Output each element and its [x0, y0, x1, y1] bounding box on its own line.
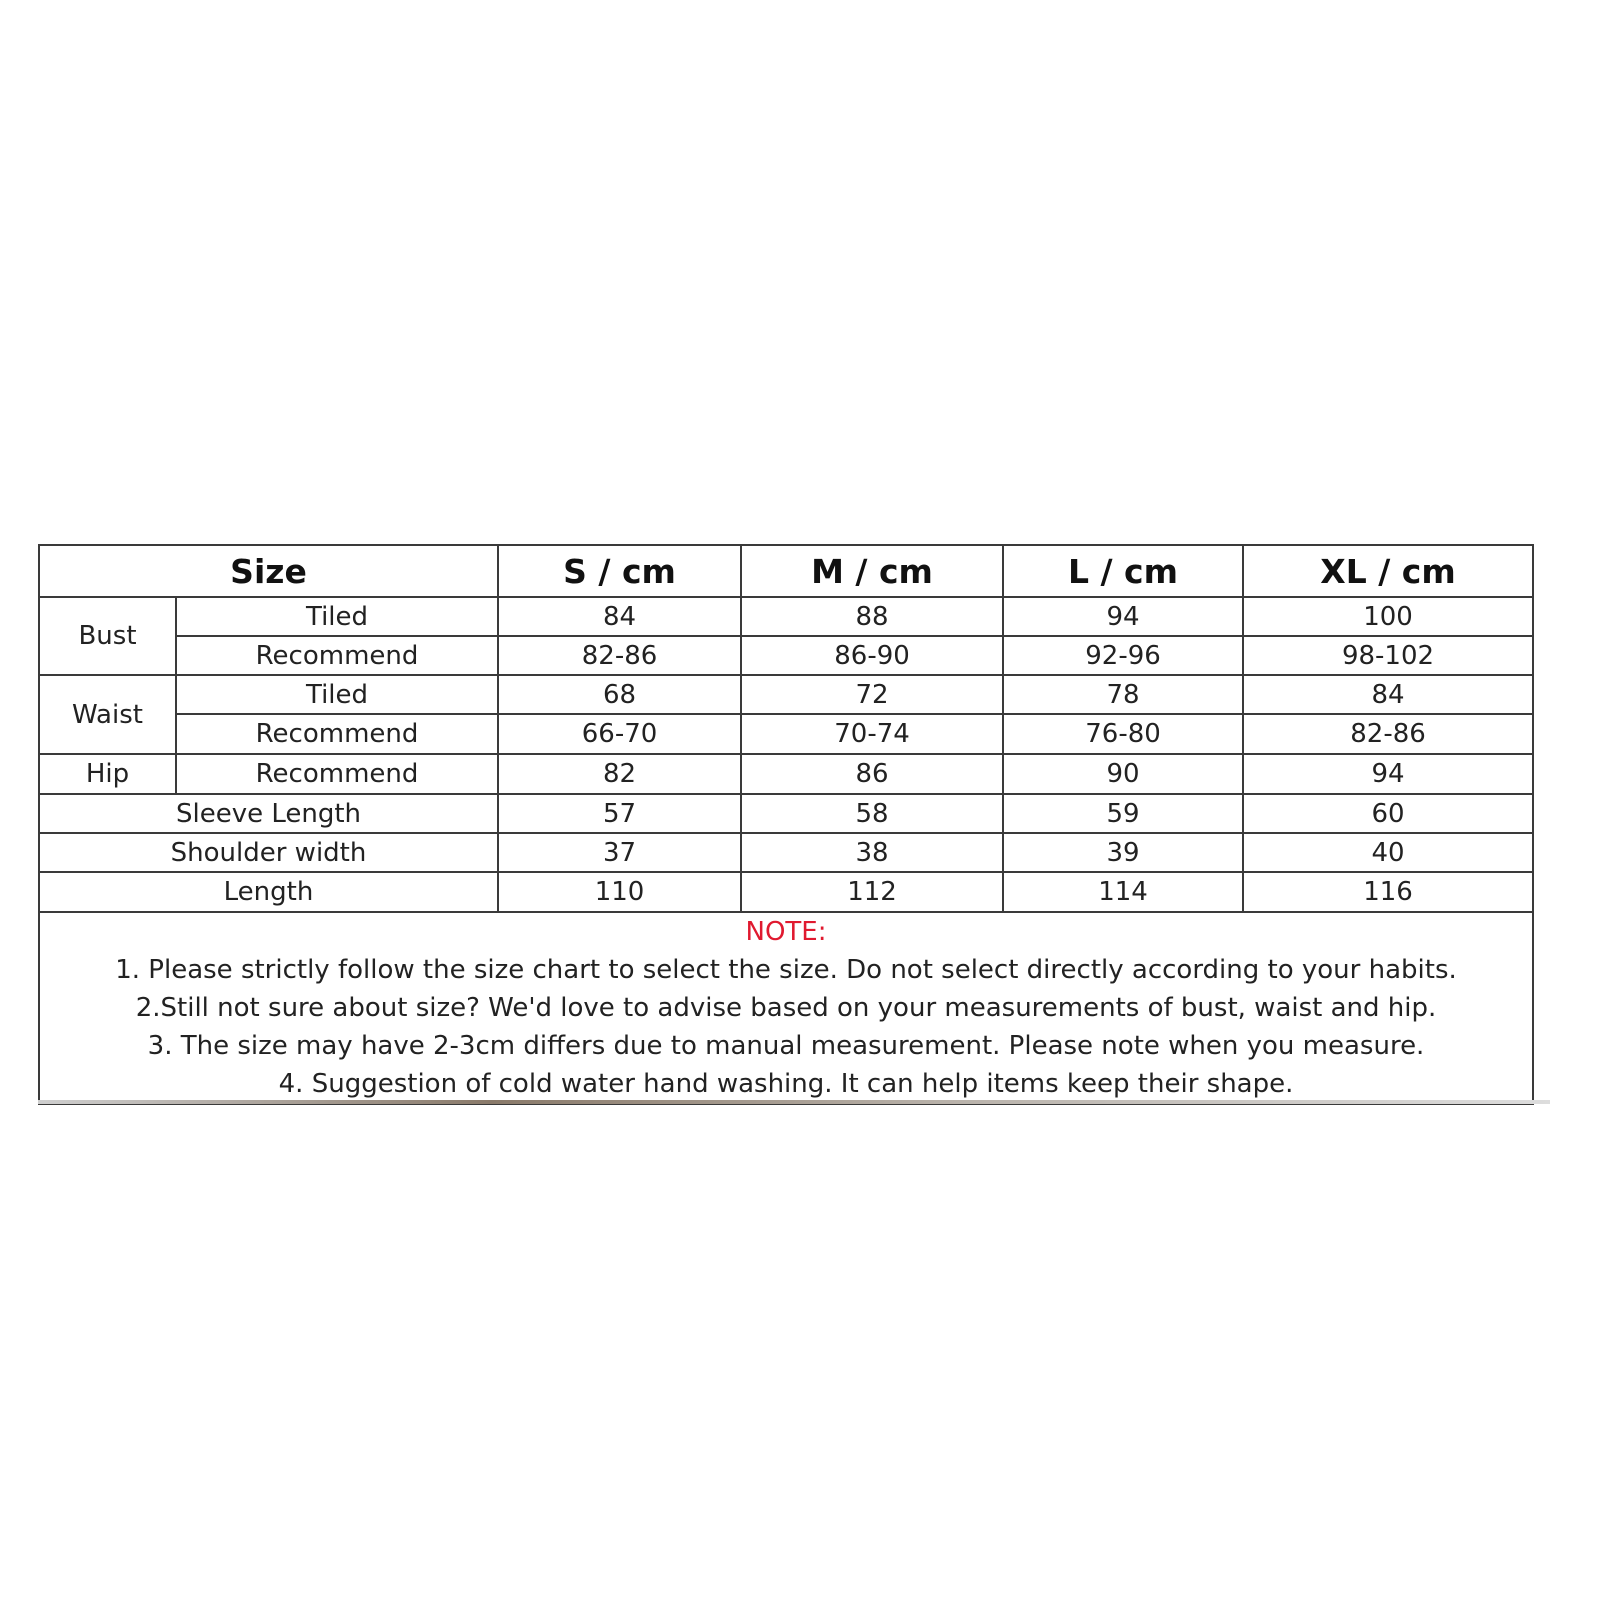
- table-cell: 39: [1003, 833, 1243, 872]
- table-cell: 84: [1243, 675, 1533, 714]
- header-size: Size: [39, 545, 498, 597]
- group-bust: Bust: [39, 597, 176, 675]
- table-row: [39, 872, 1533, 912]
- row-label: Recommend: [176, 636, 498, 675]
- header-s: S / cm: [498, 545, 741, 597]
- note-line-1: 1. Please strictly follow the size chart to select the size. Do not select directly according to your habits.: [115, 955, 1457, 985]
- table-row: [39, 794, 1533, 833]
- row-label: Tiled: [176, 597, 498, 636]
- table-row: [39, 714, 1533, 754]
- table-cell: 94: [1003, 597, 1243, 636]
- note-section: [39, 912, 1533, 1104]
- table-row: [39, 597, 1533, 636]
- table-cell: 114: [1003, 872, 1243, 912]
- note-title: NOTE:: [745, 917, 827, 947]
- group-waist: Waist: [39, 675, 176, 754]
- table-cell: 59: [1003, 794, 1243, 833]
- table-cell: 68: [498, 675, 741, 714]
- group-hip: Hip: [39, 754, 176, 794]
- size-table: [38, 544, 1534, 1105]
- table-cell: 110: [498, 872, 741, 912]
- header-l: L / cm: [1003, 545, 1243, 597]
- table-cell: 40: [1243, 833, 1533, 872]
- table-cell: 78: [1003, 675, 1243, 714]
- table-cell: 86-90: [741, 636, 1003, 675]
- table-cell: 100: [1243, 597, 1533, 636]
- row-label: Recommend: [176, 754, 498, 794]
- table-cell: 82-86: [1243, 714, 1533, 754]
- note-line-4: 4. Suggestion of cold water hand washing. It can help items keep their shape.: [278, 1069, 1294, 1099]
- table-cell: 58: [741, 794, 1003, 833]
- table-cell: 72: [741, 675, 1003, 714]
- table-cell: 112: [741, 872, 1003, 912]
- table-cell: 82: [498, 754, 741, 794]
- table-cell: 76-80: [1003, 714, 1243, 754]
- header-row: [39, 545, 1533, 597]
- header-m: M / cm: [741, 545, 1003, 597]
- row-label: Shoulder width: [39, 833, 498, 872]
- table-cell: 37: [498, 833, 741, 872]
- table-cell: 86: [741, 754, 1003, 794]
- size-chart: [38, 544, 1532, 1105]
- table-cell: 84: [498, 597, 741, 636]
- header-xl: XL / cm: [1243, 545, 1533, 597]
- note-line-3: 3. The size may have 2-3cm differs due to manual measurement. Please note when you measure.: [147, 1031, 1425, 1061]
- table-cell: 88: [741, 597, 1003, 636]
- table-cell: 60: [1243, 794, 1533, 833]
- table-row: [39, 636, 1533, 675]
- table-cell: 116: [1243, 872, 1533, 912]
- row-label: Recommend: [176, 714, 498, 754]
- note-row: [39, 912, 1533, 1104]
- table-cell: 70-74: [741, 714, 1003, 754]
- row-label: Tiled: [176, 675, 498, 714]
- note-line-2: 2.Still not sure about size? We'd love to advise based on your measurements of bust, waist and hip.: [135, 993, 1437, 1023]
- table-row: [39, 754, 1533, 794]
- table-cell: 57: [498, 794, 741, 833]
- table-row: [39, 675, 1533, 714]
- table-cell: 90: [1003, 754, 1243, 794]
- table-row: [39, 833, 1533, 872]
- table-cell: 92-96: [1003, 636, 1243, 675]
- table-cell: 66-70: [498, 714, 741, 754]
- table-cell: 94: [1243, 754, 1533, 794]
- table-cell: 38: [741, 833, 1003, 872]
- row-label: Length: [39, 872, 498, 912]
- table-cell: 98-102: [1243, 636, 1533, 675]
- bottom-image-strip: [38, 1100, 1550, 1104]
- row-label: Sleeve Length: [39, 794, 498, 833]
- table-cell: 82-86: [498, 636, 741, 675]
